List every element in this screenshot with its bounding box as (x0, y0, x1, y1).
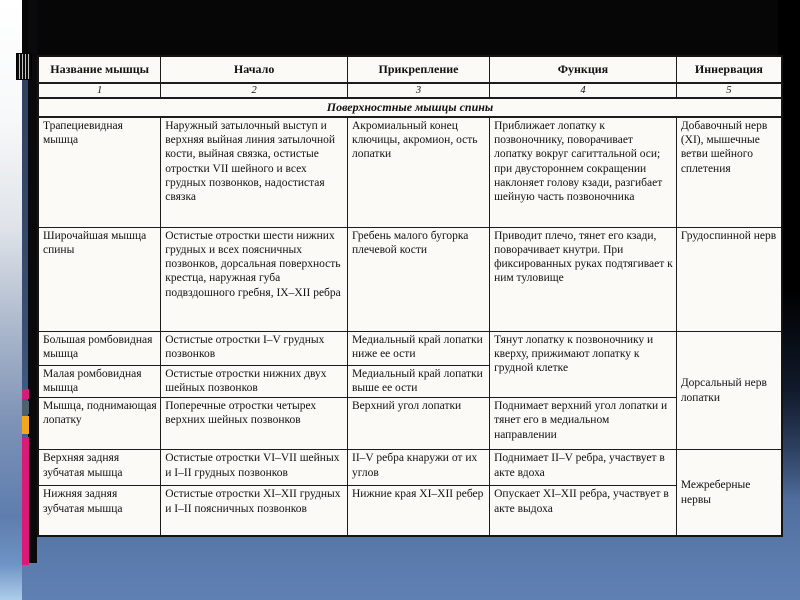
column-number: 5 (676, 83, 782, 98)
column-numbers-row (38, 83, 782, 98)
cell-origin: Остистые отростки I–V грудных позвонков (161, 331, 348, 365)
cell-function: Опускает XI–XII ребра, участвует в акте выдоха (490, 486, 677, 536)
cell-insertion: Нижние края XI–XII ребер (347, 486, 489, 536)
col-header-muscle: Название мышцы (38, 56, 161, 83)
cell-muscle: Широчайшая мышца спины (38, 227, 161, 331)
accent-bar-slate (22, 401, 29, 414)
cell-function: Поднимает верхний угол лопатки и тянет его в медиальном направлении (490, 398, 677, 450)
cell-muscle: Верхняя задняя зубчатая мышца (38, 450, 161, 486)
cell-insertion: Акромиальный конец ключицы, акромион, ость лопатки (347, 117, 489, 227)
cell-insertion: II–V ребра кнаружи от их углов (347, 450, 489, 486)
cell-function-merged: Тянут лопатку к позвоночнику и кверху, прижимают лопатку к грудной клетке (490, 331, 677, 397)
column-number: 1 (38, 83, 161, 98)
table-row (38, 331, 782, 365)
col-header-insertion: Прикрепление (347, 56, 489, 83)
cell-muscle: Нижняя задняя зубчатая мышца (38, 486, 161, 536)
cell-origin: Наружный затылочный выступ и верхняя выйная линия затылочной кости, выйная связка, остистые отростки VII шейного и всех грудных позвонков, надостистая связка (161, 117, 348, 227)
cell-function: Приводит плечо, тянет его кзади, поворачивает кнутри. При фиксированных руках подтягивает к ним туловище (490, 227, 677, 331)
accent-bar-amber (22, 416, 29, 434)
col-header-function: Функция (490, 56, 677, 83)
cell-insertion: Медиальный край лопатки ниже ее ости (347, 331, 489, 365)
cell-innervation: Добавочный нерв (XI), мышечные ветви шейного сплетения (676, 117, 782, 227)
accent-bar-pink-large (22, 437, 29, 565)
slide-left-band (28, 0, 37, 563)
cell-muscle: Большая ромбовидная мышца (38, 331, 161, 365)
col-header-origin: Начало (161, 56, 348, 83)
cell-function: Приближает лопатку к позвоночнику, поворачивает лопатку вокруг сагиттальной оси; при двустороннем сокращении наклоняет голову кзади, разгибает шейную часть позвоночника (490, 117, 677, 227)
cell-insertion: Гребень малого бугорка плечевой кости (347, 227, 489, 331)
accent-bar-pink-small (22, 389, 29, 399)
muscles-table-container (37, 55, 783, 537)
column-number: 3 (347, 83, 489, 98)
table-row (38, 398, 782, 450)
slide-marker-stripes-icon (17, 54, 31, 79)
table-row (38, 227, 782, 331)
cell-innervation-merged: Межреберные нервы (676, 450, 782, 536)
column-number: 4 (490, 83, 677, 98)
cell-muscle: Мышца, поднимающая лопатку (38, 398, 161, 450)
cell-insertion: Медиальный край лопатки выше ее ости (347, 366, 489, 398)
table-row (38, 486, 782, 536)
cell-origin: Остистые отростки XI–XII грудных и I–II поясничных позвонков (161, 486, 348, 536)
table-header-row (38, 56, 782, 83)
cell-function: Поднимает II–V ребра, участвует в акте вдоха (490, 450, 677, 486)
column-number: 2 (161, 83, 348, 98)
cell-origin: Остистые отростки шести нижних грудных и всех поясничных позвонков, дорсальная поверхность крестца, наружная губа подвздошного гребня, IX–XII ребра (161, 227, 348, 331)
cell-origin: Остистые отростки нижних двух шейных позвонков (161, 366, 348, 398)
cell-insertion: Верхний угол лопатки (347, 398, 489, 450)
cell-muscle: Малая ромбовидная мышца (38, 366, 161, 398)
cell-muscle: Трапециевидная мышца (38, 117, 161, 227)
table-row (38, 117, 782, 227)
cell-origin: Поперечные отростки четырех верхних шейных позвонков (161, 398, 348, 450)
col-header-innervation: Иннервация (676, 56, 782, 83)
cell-innervation: Грудоспинной нерв (676, 227, 782, 331)
section-title: Поверхностные мышцы спины (38, 98, 782, 117)
cell-innervation-merged: Дорсальный нерв лопатки (676, 331, 782, 449)
slide-header-band (22, 0, 800, 56)
section-title-row (38, 98, 782, 117)
muscles-table (37, 55, 783, 537)
table-row (38, 450, 782, 486)
cell-origin: Остистые отростки VI–VII шейных и I–II грудных позвонков (161, 450, 348, 486)
left-margin-strip (0, 0, 22, 600)
